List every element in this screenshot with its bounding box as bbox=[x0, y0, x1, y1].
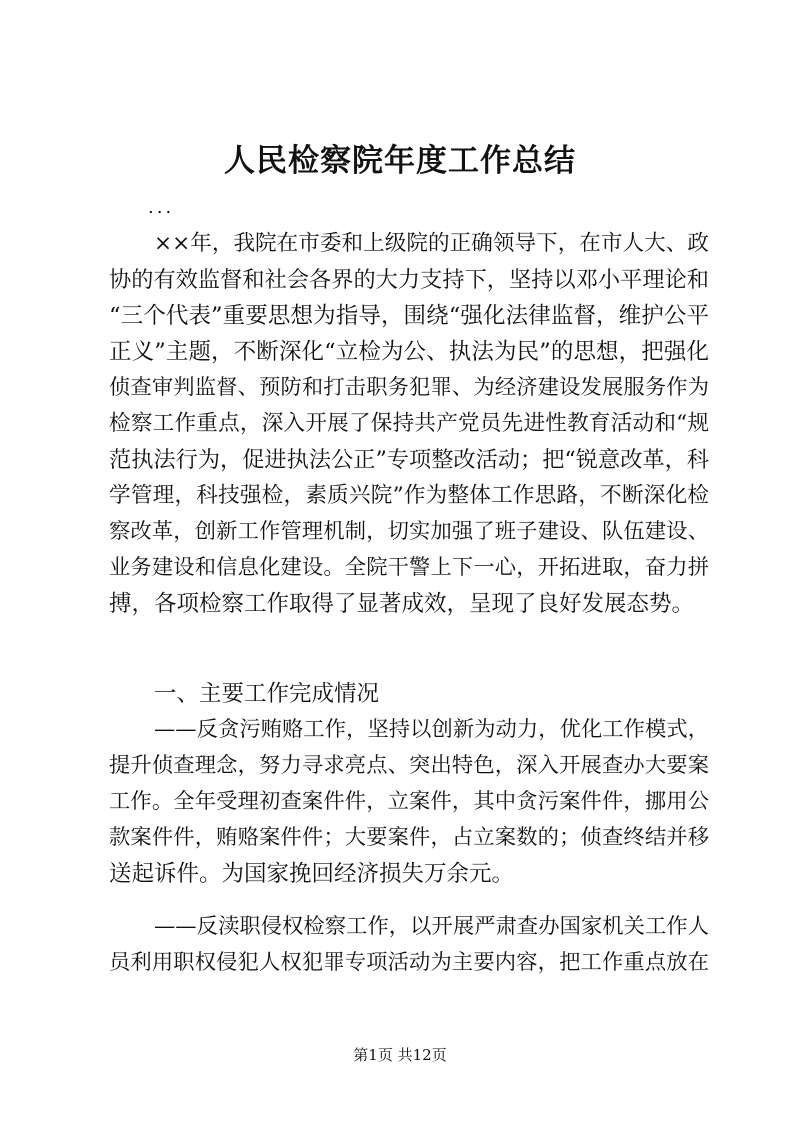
text-line: ——反贪污贿赂工作，坚持以创新为动力，优化工作模式， bbox=[154, 717, 709, 742]
page-footer: 第1页 共12页 bbox=[353, 1046, 447, 1064]
text-line: 协的有效监督和社会各界的大力支持下，坚持以邓小平理论和 bbox=[109, 267, 709, 293]
document-title: 人民检察院年度工作总结 bbox=[224, 143, 576, 179]
paragraph-anti-corruption bbox=[109, 712, 709, 892]
text-line: 搏，各项检察工作取得了显著成效，呈现了良好发展态势。 bbox=[109, 591, 695, 617]
text-line: 员利用职权侵犯人权犯罪专项活动为主要内容，把工作重点放在 bbox=[109, 950, 709, 975]
text-line: 提升侦查理念，努力寻求亮点、突出特色，深入开展查办大要案 bbox=[109, 753, 709, 778]
paragraph-dereliction bbox=[109, 909, 709, 981]
text-line: 正义”主题，不断深化“立检为公、执法为民”的思想，把强化 bbox=[109, 339, 709, 365]
section-heading bbox=[109, 676, 709, 712]
heading-line: 一、主要工作完成情况 bbox=[154, 681, 380, 707]
text-line: 送起诉件。为国家挽回经济损失万余元。 bbox=[109, 861, 515, 887]
paragraph-intro bbox=[109, 226, 709, 622]
text-line: “三个代表”重要思想为指导，围绕“强化法律监督，维护公平 bbox=[109, 303, 709, 329]
text-line: 检察工作重点，深入开展了保持共产党员先进性教育活动和“规 bbox=[109, 411, 709, 436]
text-line: 工作。全年受理初查案件件，立案件，其中贪污案件件，挪用公 bbox=[109, 789, 709, 814]
text-line: 察改革，创新工作管理机制，切实加强了班子建设、队伍建设、 bbox=[109, 519, 709, 544]
text-line: 款案件件，贿赂案件件；大要案件，占立案数的；侦查终结并移 bbox=[109, 825, 709, 850]
ellipsis-mark: ... bbox=[148, 197, 175, 218]
text-line: ——反渎职侵权检察工作，以开展严肃查办国家机关工作人 bbox=[154, 914, 709, 939]
text-line: ××年，我院在市委和上级院的正确领导下，在市人大、政 bbox=[154, 231, 709, 256]
text-line: 侦查审判监督、预防和打击职务犯罪、为经济建设发展服务作为 bbox=[109, 375, 709, 400]
text-line: 学管理，科技强检，素质兴院”作为整体工作思路，不断深化检 bbox=[109, 483, 709, 508]
text-line: 范执法行为，促进执法公正”专项整改活动；把“锐意改革，科 bbox=[109, 447, 709, 473]
text-line: 业务建设和信息化建设。全院干警上下一心，开拓进取，奋力拼 bbox=[109, 555, 709, 580]
